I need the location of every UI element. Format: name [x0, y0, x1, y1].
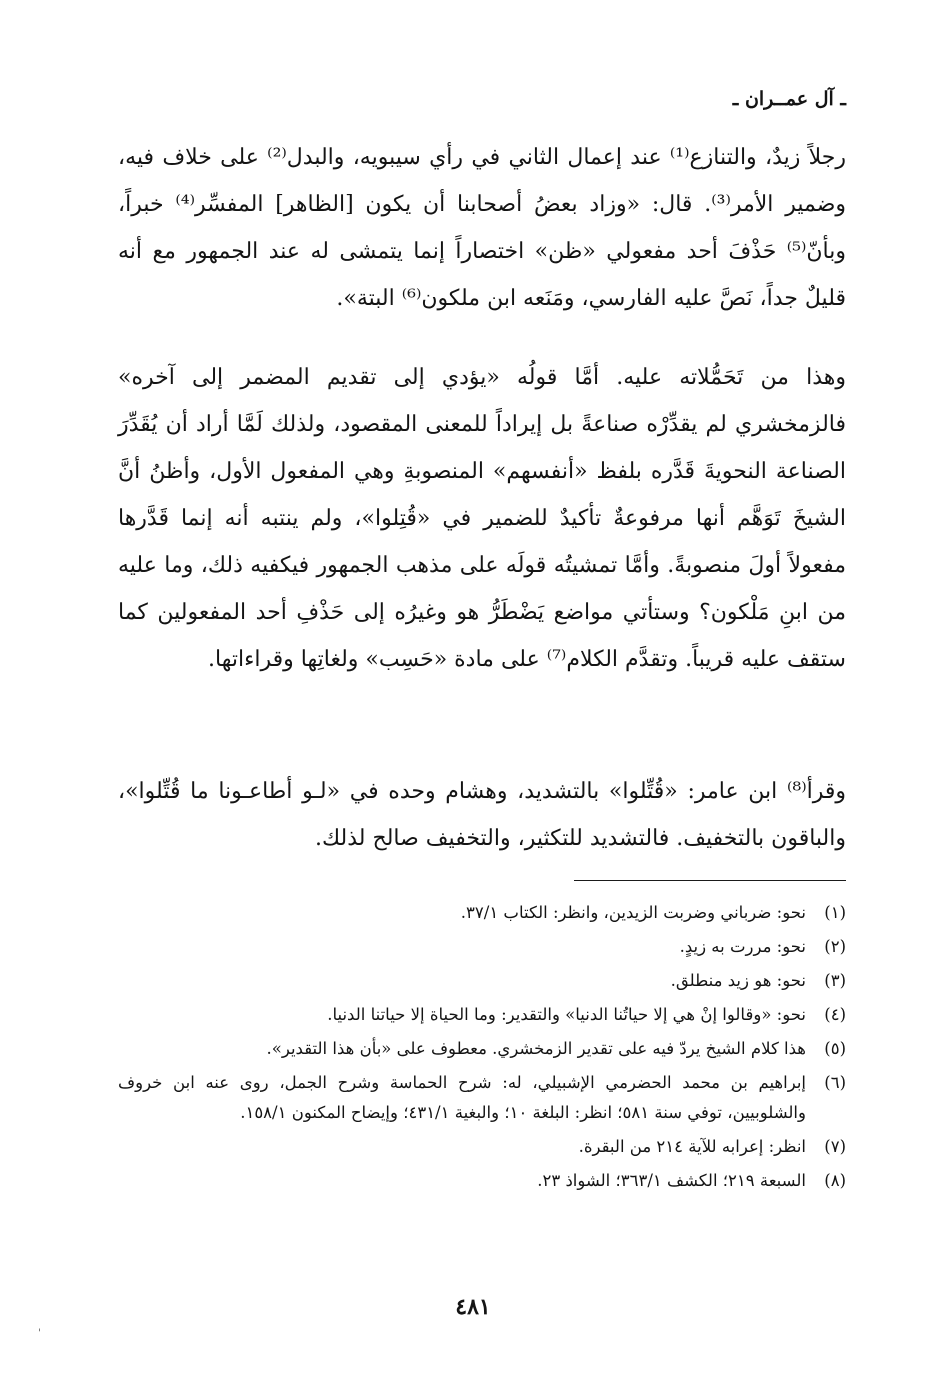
- footnote-text: السبعة ٢١٩؛ الكشف ٣٦٣/١؛ الشواذ ٢٣.: [537, 1171, 806, 1190]
- footnote-item: [118, 1034, 846, 1064]
- footnote-item: [118, 932, 846, 962]
- footnote-text: نحو: هو زيد منطلق.: [670, 971, 806, 990]
- body-paragraph: وقرأ⁽⁸⁾ ابن عامر: «قُتِّلوا» بالتشديد، وهشام وحده في «لـو أطاعـونا ما قُتِّلوا»، والباقون بالتخفيف. فالتشديد للتكثير، والتخفيف صالح لذلك.: [118, 779, 846, 851]
- footnote-text: إبراهيم بن محمد الحضرمي الإشبيلي، له: شرح الحماسة وشرح الجمل، روى عنه ابن خروف والشلوبيين، توفي سنة ٥٨١؛ انظر: البلغة ١٠؛ والبغية ٤٣١/١؛ وإيضاح المكنون ١٥٨/١.: [118, 1073, 806, 1122]
- running-header: ـ آل عمــران ـ: [732, 88, 846, 110]
- scan-mark: ': [38, 1328, 41, 1339]
- footnote-number: (٣): [824, 971, 846, 990]
- footnote-text: انظر: إعرابه للآية ٢١٤ من البقرة.: [578, 1137, 806, 1156]
- footnote-number: (٧): [824, 1137, 846, 1156]
- footnote-item: [118, 1132, 846, 1162]
- footnote-item: [118, 966, 846, 996]
- footnote-number: (١): [824, 903, 846, 922]
- body-paragraph: رجلاً زيدٌ، والتنازع⁽¹⁾ عند إعمال الثاني في رأي سيبويه، والبدل⁽²⁾ على خلاف فيه، وضمير الأمر⁽³⁾. قال: «وزاد بعضُ أصحابنا أن يكون [الظاهر] المفسِّر⁽⁴⁾ خبراً، وبأنّ⁽⁵⁾ حَذْفَ أحد مفعولي «ظن» اختصاراً إنما يتمشى له عند الجمهور مع أنه قليلٌ جداً، نَصَّ عليه الفارسي، ومَنَعه ابن ملكون⁽⁶⁾ البتة».: [118, 145, 846, 311]
- page-number: ٤٨١: [455, 1294, 491, 1320]
- footnote-item: [118, 898, 846, 928]
- footnote-separator: [574, 880, 846, 881]
- footnote-text: نحو: ضرباني وضربت الزيدين، وانظر: الكتاب ٣٧/١.: [460, 903, 806, 922]
- footnote-number: (٦): [824, 1073, 846, 1092]
- footnote-number: (٥): [824, 1039, 846, 1058]
- footnote-item: [118, 1000, 846, 1030]
- footnote-text: نحو: مررت به زيدٍ.: [679, 937, 806, 956]
- body-paragraph: وهذا من تَحَمُّلاته عليه. أمَّا قولُه «يؤدي إلى تقديم المضمر إلى آخره» فالزمخشري لم يقدِّرْه صناعةً بل إيراداً للمعنى المقصود، ولذلك لَمَّا أراد أن يُقَدِّرَ الصناعة النحويةَ قَدَّره بلفظ «أنفسهم» المنصوبةِ وهي المفعول الأول، وأظنُ أنَّ الشيخَ تَوَهَّم أنها مرفوعةٌ تأكيدٌ للضمير في «قُتِلوا»، ولم ينتبه أنه إنما قَدَّرها مفعولاً أولَ منصوبةً. وأمَّا تمشيتُه قولَه على مذهب الجمهور فيكفيه ذلك، وما عليه من ابنِ مَلْكون؟ وستأتي مواضع يَضْطَرُّ هو وغيرُه إلى حَذْفِ أحد المفعولين كما ستقف عليه قريباً. وتقدَّم الكلام⁽⁷⁾ على مادة «حَسِب» ولغاتِها وقراءاتها.: [118, 365, 846, 672]
- footnotes-list: [118, 898, 846, 1200]
- footnote-text: هذا كلام الشيخ يردّ فيه على تقدير الزمخشري. معطوف على «بأن هذا التقدير».: [266, 1039, 806, 1058]
- footnote-number: (٢): [824, 937, 846, 956]
- footnote-item: [118, 1068, 846, 1128]
- footnote-number: (٨): [824, 1171, 846, 1190]
- footnote-item: [118, 1166, 846, 1196]
- footnote-text: نحو: «وقالوا إنْ هي إلا حياتُنا الدنيا» والتقدير: وما الحياة إلا حياتنا الدنيا.: [327, 1005, 806, 1024]
- footnote-number: (٤): [824, 1005, 846, 1024]
